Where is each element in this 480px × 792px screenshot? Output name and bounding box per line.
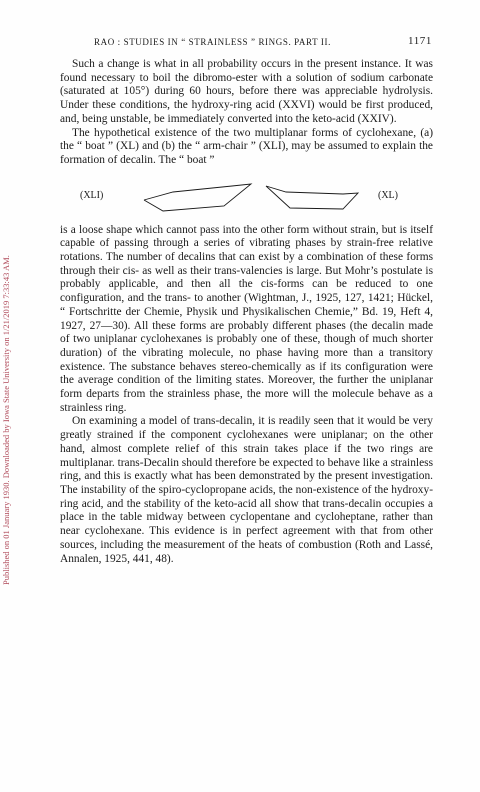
paragraph: The hypothetical existence of the two multiplanar forms of cyclohexane, (a) the “ boat ” (XL) and (b) the “ arm-chair ” (XLI), may be assumed to explain the formation of decalin. The “ boat ”	[60, 126, 433, 166]
boat-form-drawing	[266, 186, 358, 209]
paragraph: On examining a model of trans-decalin, it is readily seen that it would be very greatly strained if the component cyclohexanes were uniplanar; on the other hand, almost complete relief of this strain takes place if the two rings are multiplanar. trans-Decalin should therefore be expected to behave like a strainless ring, and this is exactly what has been demonstrated by the present investigation. The instability of the spiro-cyclopropane acids, the non-existence of the hydroxy-ring acid, and the stability of the keto-acid all show that trans-decalin occupies a place in the table midway between cyclopentane and cycloheptane, rather than near cyclohexane. This evidence is in perfect agreement with that from other sources, including the measurement of the heats of combustion (Roth and Lassé, Annalen, 1925, 441, 48).	[60, 415, 433, 565]
running-title: RAO : STUDIES IN “ STRAINLESS ” RINGS. PART II.	[94, 37, 331, 47]
cyclohexane-figure	[60, 170, 433, 222]
page-number: 1171	[408, 35, 432, 47]
download-watermark: Published on 01 January 1930. Downloaded by Iowa State University on 1/21/2019 7:33:43 AM.	[1, 255, 11, 585]
paragraph: Such a change is what in all probability occurs in the present instance. It was found necessary to boil the dibromo-ester with a solution of sodium carbonate (saturated at 105°) during 60 hours, before there was appreciable hydrolysis. Under these conditions, the hydroxy-ring acid (XXVI) would be first produced, and, being unstable, be immediately converted into the keto-acid (XXIV).	[60, 58, 433, 125]
figure-label-boat: (XL)	[378, 189, 398, 201]
figure-label-armchair: (XLI)	[80, 189, 104, 201]
armchair-form-drawing	[144, 184, 251, 211]
paragraph: is a loose shape which cannot pass into the other form without strain, but is itself capable of passing through a series of vibrating phases by strain-free relative rotations. The number of decalins that can exist by a combination of these forms through their cis- as well as their trans-valencies is large. But Mohr’s postulate is probably applicable, and then all the cis-forms can be reduced to one configuration, and the trans- to another (Wightman, J., 1925, 127, 1421; Hückel, “ Fortschritte der Chemie, Physik und Physikalischen Chemie,” Bd. 19, Heft 4, 1927, 27—30). All these forms are probably different phases (the decalin made of two uniplanar cyclohexanes is probably one of these, though of much shorter duration) of the vibrating molecule, no phase having more than a transitory existence. The substance behaves stereo-chemically as if its configuration were the average condition of the limiting states. Moreover, the further the uniplanar form departs from the strainless phase, the more will the molecule behave as a strainless ring.	[60, 223, 433, 414]
article-body	[60, 58, 433, 566]
page-header	[60, 36, 432, 50]
